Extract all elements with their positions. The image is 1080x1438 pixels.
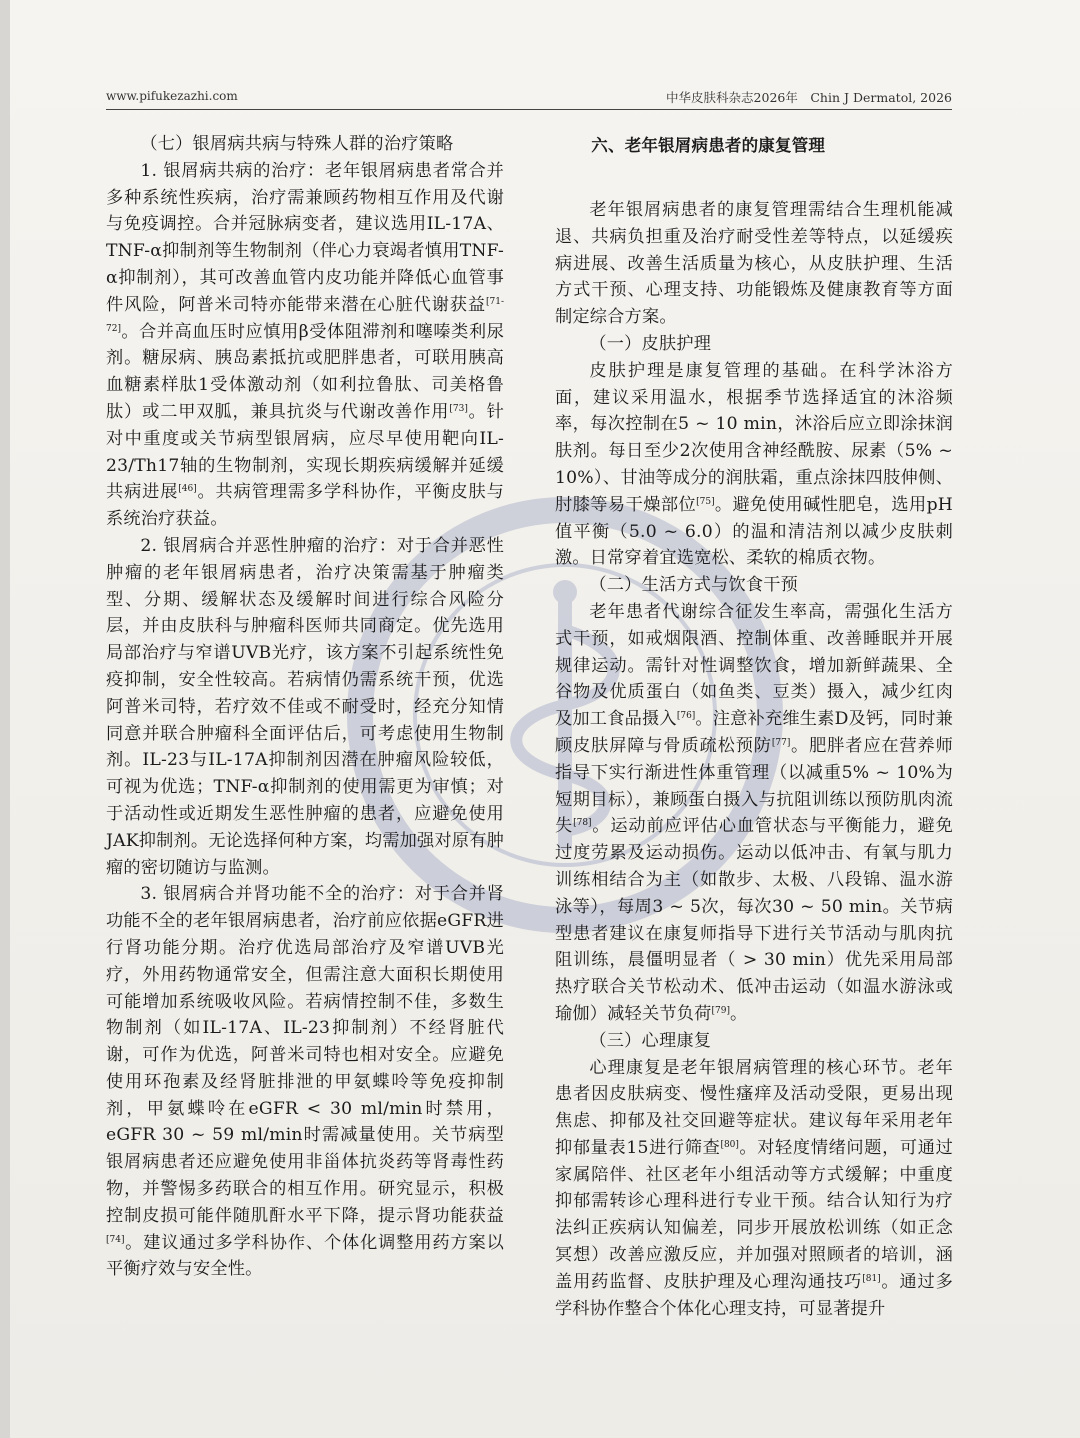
right-column: [555, 131, 953, 1322]
citation-77[interactable]: [77]: [771, 737, 791, 748]
citation-78[interactable]: [78]: [573, 818, 592, 829]
header-divider: [106, 109, 952, 110]
citation-81[interactable]: [81]: [862, 1273, 881, 1284]
subsection-lifestyle: （二）生活方式与饮食干预: [589, 575, 799, 596]
citation-79[interactable]: [79]: [711, 1005, 730, 1016]
paragraph-lifestyle: 老年患者代谢综合征发生率高，需强化生活方式干预，如戒烟限酒、控制体重、改善睡眠并开展规律运动。需针对性调整饮食，增加新鲜蔬果、全谷物及优质蛋白（如鱼类、豆类）摄入，减少红肉及加工食品摄入[76]。注意补充维生素D及钙，同时兼顾皮肤屏障与骨质疏松预防[77]。肥胖者应在营养师指导下实行渐进性体重管理（以减重5% ~ 10%为短期目标），兼顾蛋白摄入与抗阻训练以预防肌肉流失[78]。运动前应评估心血管状态与平衡能力，避免过度劳累及运动损伤。运动以低冲击、有氧与肌力训练相结合为主（如散步、太极、八段锦、温水游泳等），每周3 ~ 5次，每次30 ~ 50 min。关节病型患者建议在康复师指导下进行关节活动与肌肉抗阻训练，晨僵明显者（ > 30 min）优先采用局部热疗联合关节松动术、低冲击运动（如温水游泳或瑜伽）减轻关节负荷[79]。: [555, 601, 953, 1024]
citation-71-72[interactable]: [71-72]: [106, 296, 504, 334]
paragraph-rehab-intro: 老年银屑病患者的康复管理需结合生理机能减退、共病负担重及治疗耐受性差等特点，以延缓疾病进展、改善生活质量为核心，从皮肤护理、生活方式干预、心理支持、功能锻炼及健康教育等方面制定综合方案。: [555, 200, 953, 328]
section-title-rehabilitation: 六、老年银屑病患者的康复管理: [591, 136, 826, 155]
section-heading-comorbidity: （七）银屑病共病与特殊人群的治疗策略: [140, 134, 454, 154]
paragraph-renal: 3. 银屑病合并肾功能不全的治疗：对于合并肾功能不全的老年银屑病患者，治疗前应依据eGFR进行肾功能分期。治疗优选局部治疗及窄谱UVB光疗，外用药物通常安全，但需注意大面积长期使用可能增加系统吸收风险。若病情控制不佳，多数生物制剂（如IL-17A、IL-23抑制剂）不经肾脏代谢，可作为优选，阿普米司特也相对安全。应避免使用环孢素及经肾脏排泄的甲氨蝶呤等免疫抑制剂，甲氨蝶呤在eGFR < 30 ml/min时禁用，eGFR 30 ~ 59 ml/min时需减量使用。关节病型银屑病患者还应避免使用非甾体抗炎药等肾毒性药物，并警惕多药联合的相互作用。研究显示，积极控制皮损可能伴随肌酐水平下降，提示肾功能获益[74]。建议通过多学科协作、个体化调整用药方案以平衡疗效与安全性。: [106, 884, 504, 1280]
citation-75[interactable]: [75]: [696, 496, 715, 507]
paragraph-skin-care: 皮肤护理是康复管理的基础。在科学沐浴方面，建议采用温水，根据季节选择适宜的沐浴频率，每次控制在5 ~ 10 min，沐浴后应立即涂抹润肤剂。每日至少2次使用含神经酰胺、尿素（5% ~ 10%）、甘油等成分的润肤霜，重点涂抹四肢伸侧、肘膝等易干燥部位[75]。避免使用碱性肥皂，选用pH值平衡（5.0 ~ 6.0）的温和清洁剂以减少皮肤刺激。日常穿着宜选宽松、柔软的棉质衣物。: [555, 360, 954, 569]
paragraph-psychological: 心理康复是老年银屑病管理的核心环节。老年患者因皮肤病变、慢性瘙痒及活动受限，更易出现焦虑、抑郁及社交回避等症状。建议每年采用老年抑郁量表15进行筛查[80]。对轻度情绪问题，可通过家属陪伴、社区老年小组活动等方式缓解；中重度抑郁需转诊心理科进行专业干预。结合认知行为疗法纠正疾病认知偏差，同步开展放松训练（如正念冥想）改善应激反应，并加强对照顾者的培训，涵盖用药监督、皮肤护理及心理沟通技巧[81]。通过多学科协作整合个体化心理支持，可显著提升: [555, 1057, 953, 1319]
citation-73[interactable]: [73]: [449, 403, 468, 414]
subsection-skin-care: （一）皮肤护理: [589, 333, 712, 354]
citation-74[interactable]: [74]: [106, 1234, 125, 1245]
page-edge-shadow: [0, 0, 10, 1438]
left-column: [106, 131, 504, 1283]
citation-76[interactable]: [76]: [676, 711, 696, 722]
citation-46[interactable]: [46]: [178, 484, 197, 495]
journal-url: www.pifukezazhi.com: [106, 89, 238, 103]
paragraph-malignancy: 2. 银屑病合并恶性肿瘤的治疗：对于合并恶性肿瘤的老年银屑病患者，治疗决策需基于肿瘤类型、分期、缓解状态及缓解时间进行综合风险分层，并由皮肤科与肿瘤科医师共同商定。优先选用局部治疗与窄谱UVB光疗，该方案不引起系统性免疫抑制，安全性较高。若病情仍需系统干预，优选阿普米司特，若疗效不佳或不耐受时，经充分知情同意并联合肿瘤科全面评估后，可考虑使用生物制剂。IL-23与IL-17A抑制剂因潜在肿瘤风险较低，可视为优选；TNF-α抑制剂的使用需更为审慎；对于活动性或近期发生恶性肿瘤的患者，应避免使用JAK抑制剂。无论选择何种方案，均需加强对原有肿瘤的密切随访与监测。: [106, 535, 504, 878]
citation-80[interactable]: [80]: [720, 1139, 739, 1150]
subsection-psychological: （三）心理康复: [589, 1030, 712, 1051]
journal-citation: 中华皮肤科杂志2026年 Chin J Dermatol, 2026: [666, 90, 952, 105]
paragraph-comorbidity: 1. 银屑病共病的治疗：老年银屑病患者常合并多种系统性疾病，治疗需兼顾药物相互作用及代谢与免疫调控。合并冠脉病变者，建议选用IL-17A、TNF-α抑制剂等生物制剂（伴心力衰竭者慎用TNF-α抑制剂），其可改善血管内皮功能并降低心血管事件风险，阿普米司特亦能带来潜在心脏代谢获益[71-72]。合并高血压时应慎用β受体阻滞剂和噻嗪类利尿剂。糖尿病、胰岛素抵抗或肥胖患者，可联用胰高血糖素样肽1受体激动剂（如利拉鲁肽、司美格鲁肽）或二甲双胍，兼具抗炎与代谢改善作用[73]。针对中重度或关节病型银屑病，应尽早使用靶向IL-23/Th17轴的生物制剂，实现长期疾病缓解并延缓共病进展[46]。共病管理需多学科协作，平衡皮肤与系统治疗获益。: [106, 160, 504, 530]
